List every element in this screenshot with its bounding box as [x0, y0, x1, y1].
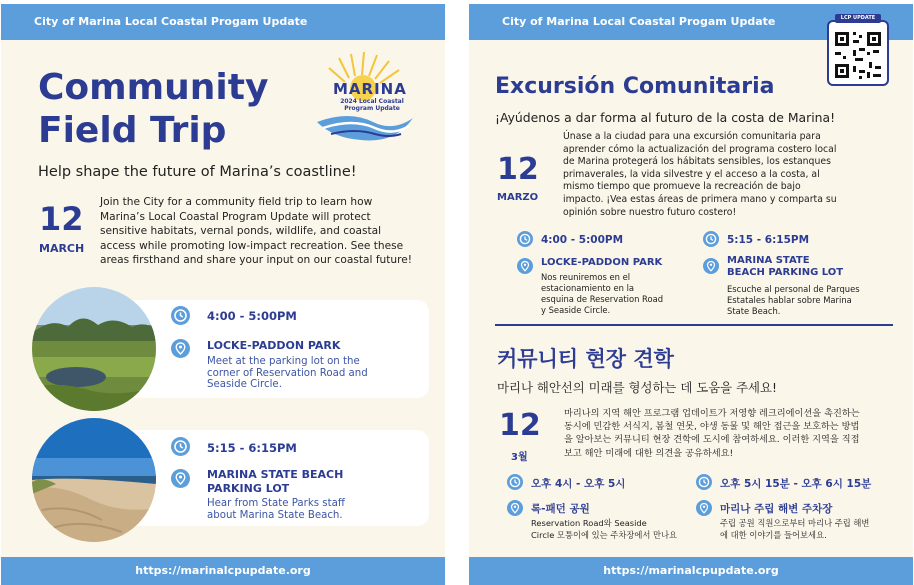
desc-line: Reservation Road와 Seaside [531, 518, 647, 528]
qr-label: LCP UPDATE [835, 14, 881, 23]
intro-line: primaverales, la vida silvestre y el acceso a la costa, al [563, 168, 820, 180]
stop1-place: LOCKE-PADDON PARK [207, 339, 341, 352]
location-pin-icon [507, 500, 523, 516]
korean-stop2-time: 오후 5시 15분 - 오후 6시 15분 [720, 478, 872, 490]
intro-line: areas firsthand and share your input on our coastal future! [100, 254, 413, 267]
place-line: MARINA STATE BEACH [207, 468, 344, 481]
korean-event-day: 12 [499, 408, 541, 443]
page-title [38, 66, 268, 152]
intro-line: aprender cómo la actualización del programa costero local [563, 143, 837, 155]
intro-line: de Marina protegerá los hábitats sensibles, los estanques [563, 156, 831, 168]
intro-line: 동시에 민감한 서식지, 봄철 연못, 야생 동물 및 해안 접근을 보호하는 방법 [564, 421, 860, 433]
park-pond-photo [32, 287, 156, 411]
location-pin-icon [171, 469, 190, 488]
desc-line: corner of Reservation Road and [207, 367, 368, 379]
place-line: MARINA STATE [727, 255, 810, 266]
header-bar [1, 4, 445, 40]
korean-stop2-description [720, 518, 869, 541]
header-text: City of Marina Local Coastal Progam Update [502, 15, 776, 28]
intro-line: opinión sobre nuestro futuro costero! [563, 206, 737, 218]
logo-wordmark: MARINA [333, 80, 407, 98]
beach-dunes-photo [32, 418, 156, 542]
logo-tagline-line-1: 2024 Local Coastal [340, 98, 404, 105]
desc-line: about Marina State Beach. [207, 509, 343, 521]
korean-event-month: 3월 [511, 452, 528, 463]
desc-line: Hear from State Parks staff [207, 498, 345, 509]
clock-icon [171, 437, 190, 456]
intro-line: Únase a la ciudad para una excursión comunitaria para [563, 131, 821, 142]
spanish-stop1-description [541, 272, 663, 316]
korean-intro-paragraph [564, 407, 860, 460]
spanish-title: Excursión Comunitaria [495, 74, 775, 99]
stop2-place [207, 468, 343, 495]
marina-lcp-logo [309, 48, 419, 148]
spanish-event-month: MARZO [497, 192, 539, 203]
korean-subtitle: 마리나 해안선의 미래를 형성하는 데 도움을 주세요! [497, 380, 777, 395]
korean-title: 커뮤니티 현장 견학 [497, 347, 674, 371]
spanish-intro-paragraph [563, 131, 837, 219]
clock-icon [507, 474, 523, 490]
intro-paragraph [100, 195, 412, 268]
clock-icon [703, 231, 719, 247]
desc-line: y Seaside Circle. [541, 305, 611, 315]
location-pin-icon [171, 339, 190, 358]
korean-stop2-place: 마리나 주립 해변 주차장 [720, 503, 833, 515]
stop1-time: 4:00 - 5:00PM [207, 309, 297, 323]
intro-line: 보고 해안 미래에 대한 의견을 공유하세요! [564, 447, 734, 459]
translated-flyer-page [469, 4, 913, 585]
intro-line: 마리나의 지역 해안 프로그램 업데이트가 저영향 레크리에이션을 촉진하는 [564, 408, 860, 419]
stop2-time: 5:15 - 6:15PM [207, 441, 297, 455]
footer-url[interactable]: https://marinalcpupdate.org [135, 564, 311, 577]
clock-icon [696, 474, 712, 490]
intro-line: access while promoting low-impact recreation. See these [100, 239, 404, 252]
qr-code[interactable] [827, 15, 889, 86]
spanish-stop1-place: LOCKE-PADDON PARK [541, 257, 663, 268]
korean-stop1-time: 오후 4시 - 오후 5시 [531, 478, 626, 490]
subtitle: Help shape the future of Marina’s coastline! [38, 164, 357, 180]
intro-line: impacto. ¡Vea estas áreas de primera mano y comparta su [563, 193, 837, 205]
intro-line: Marina’s Local Coastal Program Update will protect [100, 210, 371, 223]
desc-line: Circle 모퉁이에 있는 주차장에서 만나요 [531, 529, 678, 540]
intro-line: mismo tiempo que promueve la recreación de bajo [563, 181, 801, 193]
desc-line: Nos reuniremos en el [541, 272, 631, 282]
location-pin-icon [517, 258, 533, 274]
desc-line: 주립 공원 직원으로부터 마리나 주립 해변 [720, 518, 870, 528]
desc-line: estacionamiento en la [541, 283, 635, 293]
section-divider [495, 324, 893, 326]
korean-stop1-place: 록-패던 공원 [531, 503, 590, 515]
clock-icon [171, 306, 190, 325]
spanish-stop2-time: 5:15 - 6:15PM [727, 234, 810, 246]
event-month: MARCH [39, 242, 85, 255]
spanish-stop1-time: 4:00 - 5:00PM [541, 234, 624, 246]
desc-line: Meet at the parking lot on the [207, 356, 360, 367]
title-line-1: Community [38, 67, 269, 108]
intro-line: sensitive habitats, vernal ponds, wildlife, and coastal [100, 225, 382, 238]
footer-bar [1, 557, 445, 585]
spanish-stop2-description [727, 284, 860, 317]
desc-line: esquina de Reservation Road [541, 294, 664, 304]
place-line: BEACH PARKING LOT [727, 267, 844, 278]
english-flyer-page [1, 4, 445, 585]
place-line: PARKING LOT [207, 481, 290, 495]
clock-icon [517, 231, 533, 247]
desc-line: Estatales hablar sobre Marina [727, 295, 852, 305]
korean-stop1-description [531, 518, 677, 541]
intro-line: Join the City for a community field trip to learn how [100, 196, 373, 208]
desc-line: Escuche al personal de Parques [727, 284, 860, 294]
intro-line: 을 알아보는 커뮤니티 현장 견학에 도시에 참여하세요. 이러한 지역을 직접 [564, 434, 860, 446]
location-pin-icon [696, 500, 712, 516]
header-text: City of Marina Local Coastal Progam Update [34, 15, 308, 28]
spanish-stop2-place [727, 255, 843, 279]
footer-url[interactable]: https://marinalcpupdate.org [603, 564, 779, 577]
spanish-event-day: 12 [497, 152, 539, 187]
title-line-2: Field Trip [38, 110, 227, 151]
desc-line: State Beach. [727, 306, 781, 316]
location-pin-icon [703, 258, 719, 274]
desc-line: Seaside Circle. [207, 379, 282, 390]
footer-bar [469, 557, 913, 585]
event-day: 12 [39, 200, 84, 238]
stop1-description [207, 356, 368, 391]
logo-tagline-line-2: Program Update [344, 105, 400, 112]
logo-tagline [339, 98, 405, 112]
spanish-subtitle: ¡Ayúdenos a dar forma al futuro de la costa de Marina! [495, 110, 836, 125]
stop2-description [207, 498, 345, 521]
desc-line: 에 대한 이야기를 들어보세요. [720, 529, 827, 540]
qr-code-icon [829, 26, 887, 84]
